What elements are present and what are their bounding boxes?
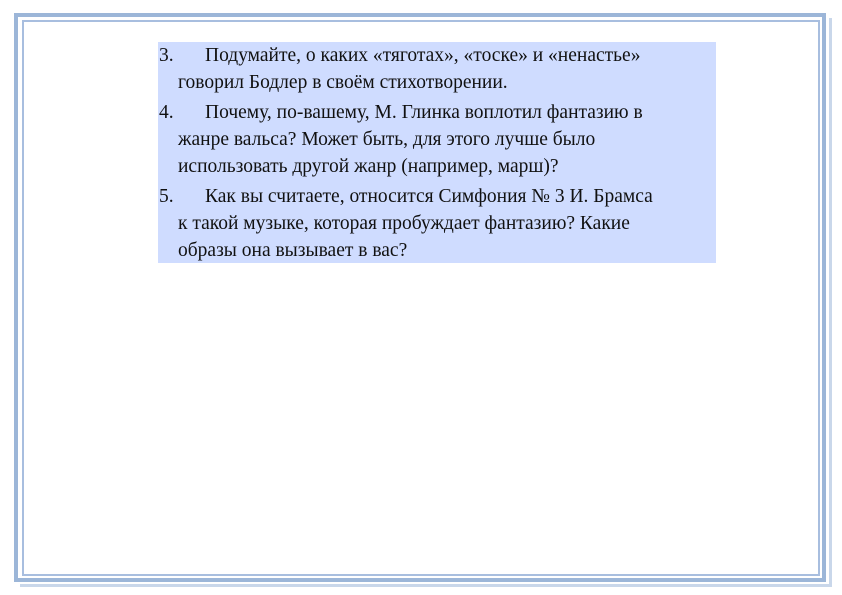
- question-item-5: [158, 183, 716, 264]
- question-line: Как вы считаете, относится Симфония № 3 И. Брамса: [205, 186, 653, 207]
- questions-textbox: [158, 42, 716, 263]
- question-line: использовать другой жанр (например, марш)?: [178, 156, 559, 177]
- question-number: 4.: [159, 102, 174, 123]
- question-item-3: [158, 42, 716, 96]
- question-line: говорил Бодлер в своём стихотворении.: [178, 72, 508, 93]
- question-line: Почему, по-вашему, М. Глинка воплотил фантазию в: [205, 102, 643, 123]
- question-line: Подумайте, о каких «тяготах», «тоске» и «ненастье»: [205, 45, 641, 66]
- question-text: [158, 183, 716, 264]
- question-line: жанре вальса? Может быть, для этого лучше было: [178, 129, 596, 150]
- question-item-4: [158, 99, 716, 180]
- question-line: к такой музыке, которая пробуждает фантазию? Какие: [178, 213, 630, 234]
- question-text: [158, 99, 716, 180]
- question-line: образы она вызывает в вас?: [178, 240, 408, 261]
- question-text: [158, 42, 716, 96]
- question-number: 3.: [159, 45, 174, 66]
- question-number: 5.: [159, 186, 174, 207]
